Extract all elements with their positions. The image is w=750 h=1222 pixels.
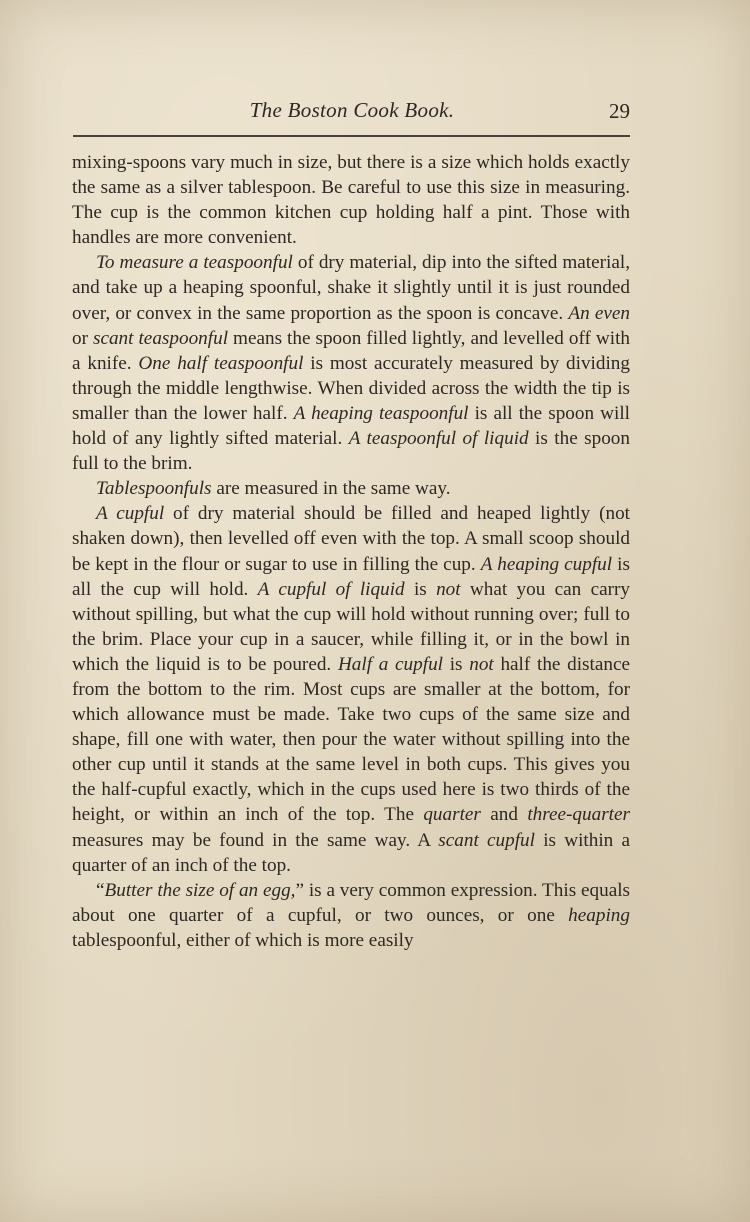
italic-run: not <box>469 653 494 675</box>
running-title: The Boston Cook Book. <box>249 98 455 122</box>
text-run: is most accurately measured by dividing through the middle lengthwise. When divided across the width the tip is smaller than the lower half. <box>72 352 630 424</box>
italic-run: A heaping teaspoonful <box>293 402 469 424</box>
text-run: half the distance from the bottom to the rim. Most cups are smaller at the bottom, for which allowance must be made. Take two cups of the same size and shape, fill one with water, then pour the water without spilling into the other cup until it stands at the same level in both cups. This gives you the half-cupful exactly, which in the cups used here is two thirds of the height, or within an inch of the top. The <box>72 653 630 826</box>
text-run: is <box>443 653 470 675</box>
italic-run: quarter <box>423 804 481 826</box>
text-run: is the spoon full to the brim. <box>72 428 630 475</box>
running-head <box>72 98 632 128</box>
italic-run: Half a cupful <box>337 653 444 675</box>
italic-run: A cupful of liquid <box>257 578 405 600</box>
text-run: is all the spoon will hold of any lightly sifted material. <box>72 402 630 450</box>
italic-run: scant teaspoonful <box>92 327 229 349</box>
text-run: “ <box>96 879 105 901</box>
paragraph <box>72 150 630 250</box>
italic-run: scant cupful <box>438 829 535 851</box>
text-run: is <box>404 578 437 600</box>
italic-run: A teaspoonful of liquid <box>348 428 529 450</box>
italic-run: A cupful <box>96 503 165 525</box>
text-run: measures may be found in the same way. A <box>72 829 439 851</box>
text-run: is within a quarter of an inch of the top. <box>72 829 630 876</box>
italic-run: Butter the size of an egg, <box>104 879 296 901</box>
paragraph <box>72 878 630 953</box>
text-run: tablespoonful, either of which is more easily <box>72 929 414 951</box>
text-run: are measured in the same way. <box>211 478 451 500</box>
text-run: ” is a very common expression. This equals about one quarter of a cupful, or two ounces, or one <box>72 879 631 926</box>
text-run: and <box>480 804 528 826</box>
italic-run: An even <box>568 302 630 324</box>
page-number: 29 <box>609 99 630 123</box>
header-rule <box>73 135 630 137</box>
italic-run: three-quarter <box>527 804 630 826</box>
italic-run: not <box>436 578 461 600</box>
text-run: of dry material should be filled and heaped lightly (not shaken down), then levelled off even with the top. A small scoop should be kept in the flour or sugar to use in filling the cup. <box>72 503 630 575</box>
text-run: what you can carry without spilling, but what the cup will hold without running over; full to the brim. Place your cup in a saucer, while filling it, or in the bowl in which the liquid is to be poured. <box>72 578 630 675</box>
paragraph <box>72 250 630 476</box>
text-run: is all the cup will hold. <box>72 553 630 600</box>
italic-run: heaping <box>568 904 630 926</box>
italic-run: A heaping cupful <box>480 553 613 575</box>
paragraph <box>72 476 630 501</box>
text-run: or <box>72 327 93 349</box>
italic-run: One half teaspoonful <box>138 352 304 374</box>
body-text <box>72 150 630 953</box>
italic-run: To measure a teaspoonful <box>96 252 293 274</box>
paragraph <box>72 501 630 877</box>
text-run: of dry material, dip into the sifted material, and take up a heaping spoonful, shake it slightly until it is just rounded over, or convex in the same proportion as the spoon is concave. <box>72 252 630 324</box>
text-run: mixing-spoons vary much in size, but there is a size which holds exactly the same as a silver tablespoon. Be careful to use this size in measuring. The cup is the common kitchen cup holding half a pint. Those with handles are more convenient. <box>72 152 630 249</box>
italic-run: Tablespoonfuls <box>96 478 212 500</box>
text-run: means the spoon filled lightly, and levelled off with a knife. <box>72 327 630 374</box>
